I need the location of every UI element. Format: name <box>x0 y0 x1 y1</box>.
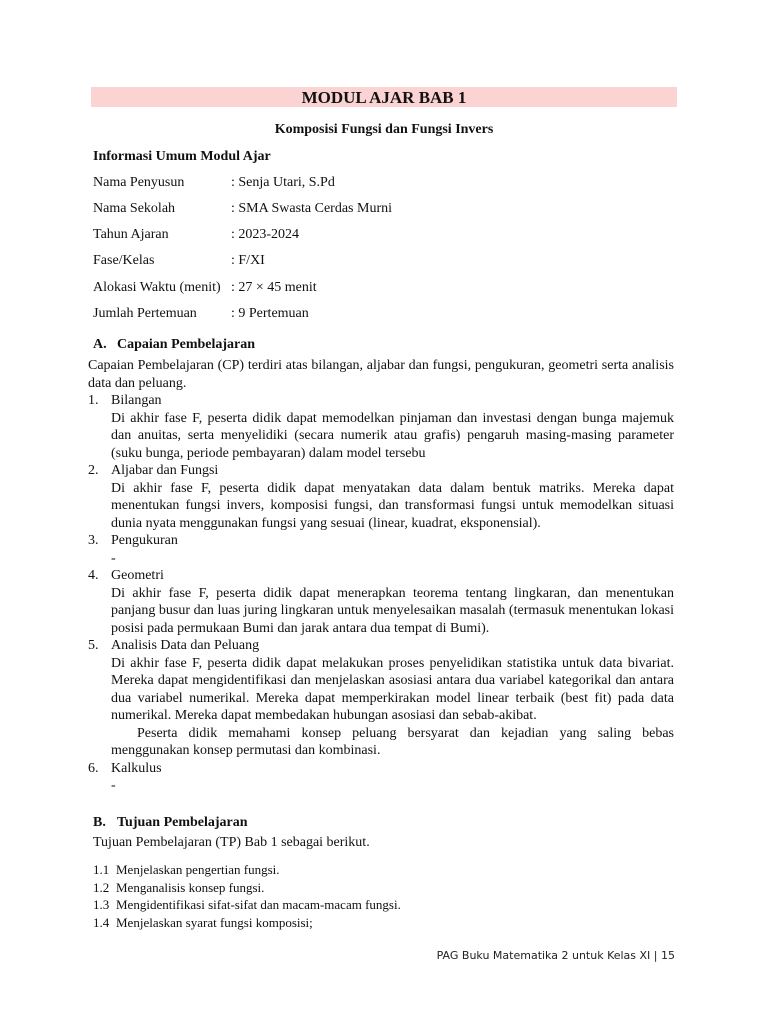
info-row-year <box>93 227 299 243</box>
section-a-intro: Capaian Pembelajaran (CP) terdiri atas bilangan, aljabar dan fungsi, pengukuran, geometri serta analisis data dan peluang. <box>88 358 674 391</box>
info-row-time <box>93 280 317 296</box>
info-label: Fase/Kelas <box>93 253 155 268</box>
list-item <box>88 462 674 532</box>
info-row-school <box>93 201 392 217</box>
section-a-heading <box>93 337 255 353</box>
info-value: : 27 × 45 menit <box>231 280 317 295</box>
list-item <box>88 567 674 637</box>
item-number: 6. <box>88 760 99 776</box>
item-title: Aljabar dan Fungsi <box>111 463 219 478</box>
list-item <box>93 896 401 914</box>
list-item <box>88 532 674 567</box>
item-title: Analisis Data dan Peluang <box>111 638 260 653</box>
item-title: Geometri <box>111 568 164 583</box>
section-b-intro: Tujuan Pembelajaran (TP) Bab 1 sebagai berikut. <box>93 835 370 850</box>
item-text: Di akhir fase F, peserta didik dapat memodelkan pinjaman dan investasi dengan bunga majemuk dan anuitas, serta menyelidiki (secara numerik atau grafis) pengaruh masing-masing parameter (suku bunga, periode pembayaran) dalam model tersebu <box>111 410 674 461</box>
module-title: MODUL AJAR BAB 1 <box>91 87 677 107</box>
item-text: Di akhir fase F, peserta didik dapat menerapkan teorema tentang lingkaran, dan menentukan panjang busur dan luas juring lingkaran untuk menyelesaikan masalah (termasuk menentukan lokasi posisi pada permukaan Bumi dan jarak antara dua tempat di Bumi). <box>111 585 674 636</box>
item-text: - <box>111 778 116 793</box>
item-title: Kalkulus <box>111 760 162 776</box>
list-item <box>88 637 674 760</box>
info-value: : F/XI <box>231 253 265 268</box>
info-value: : 9 Pertemuan <box>231 306 309 321</box>
item-number: 1.2 <box>93 879 110 895</box>
item-text: Menjelaskan syarat fungsi komposisi; <box>116 914 313 930</box>
item-number: 1.3 <box>93 897 110 912</box>
item-title: Pengukuran <box>111 533 178 548</box>
item-number: 5. <box>88 638 99 653</box>
item-number: 3. <box>88 533 99 548</box>
item-text: Menganalisis konsep fungsi. <box>116 879 265 895</box>
item-number: 1. <box>88 393 99 408</box>
info-label: Nama Penyusun <box>93 175 185 190</box>
item-text: Menjelaskan pengertian fungsi. <box>116 862 280 877</box>
item-text: - <box>111 550 116 566</box>
item-text: Di akhir fase F, peserta didik dapat menyatakan data dalam bentuk matriks. Mereka dapat menentukan fungsi invers, komposisi fungsi, dan transformasi fungsi untuk memodelkan situasi dunia nyata menggunakan fungsi yang sesuai (linear, kuadrat, eksponensial). <box>111 480 674 531</box>
section-title: Tujuan Pembelajaran <box>117 815 248 830</box>
list-item <box>88 760 674 795</box>
item-title: Bilangan <box>111 393 162 408</box>
section-b-heading <box>93 815 248 831</box>
info-row-phase <box>93 253 265 269</box>
list-item <box>93 861 401 879</box>
info-value: : 2023-2024 <box>231 227 300 242</box>
info-label: Nama Sekolah <box>93 201 176 216</box>
item-number: 1.1 <box>93 862 110 877</box>
list-item <box>93 914 401 932</box>
item-number: 4. <box>88 568 99 583</box>
info-label: Tahun Ajaran <box>93 227 169 242</box>
cp-list <box>88 392 674 795</box>
info-heading: Informasi Umum Modul Ajar <box>93 149 271 164</box>
section-letter: A. <box>93 337 107 352</box>
module-subtitle: Komposisi Fungsi dan Fungsi Invers <box>274 122 494 137</box>
info-value: : SMA Swasta Cerdas Murni <box>231 201 392 216</box>
item-extra-text: Peserta didik memahami konsep peluang bersyarat dan kejadian yang saling bebas menggunakan konsep permutasi dan kombinasi. <box>111 725 674 758</box>
item-text: Di akhir fase F, peserta didik dapat melakukan proses penyelidikan statistika untuk data bivariat. Mereka dapat mengidentifikasi dan menjelaskan asosiasi antara dua variabel kategorikal dan antara dua variabel numerikal. Mereka dapat memperkirakan model linear terbaik (best fit) pada data numerikal. Mereka dapat membedakan hubungan asosiasi dan sebab-akibat. <box>111 655 674 723</box>
info-label: Jumlah Pertemuan <box>93 306 197 321</box>
section-title: Capaian Pembelajaran <box>117 337 256 352</box>
item-text: Mengidentifikasi sifat-sifat dan macam-macam fungsi. <box>116 897 401 912</box>
list-item <box>88 392 674 462</box>
info-row-meetings <box>93 306 309 322</box>
info-value: : Senja Utari, S.Pd <box>231 175 335 190</box>
info-label: Alokasi Waktu (menit) <box>93 280 221 295</box>
page-footer: PAG Buku Matematika 2 untuk Kelas XI | 15 <box>436 949 675 962</box>
tp-list <box>93 861 401 931</box>
info-row-author <box>93 175 335 191</box>
section-letter: B. <box>93 815 106 830</box>
list-item <box>93 879 401 897</box>
item-number: 2. <box>88 463 99 478</box>
item-number: 1.4 <box>93 914 110 930</box>
